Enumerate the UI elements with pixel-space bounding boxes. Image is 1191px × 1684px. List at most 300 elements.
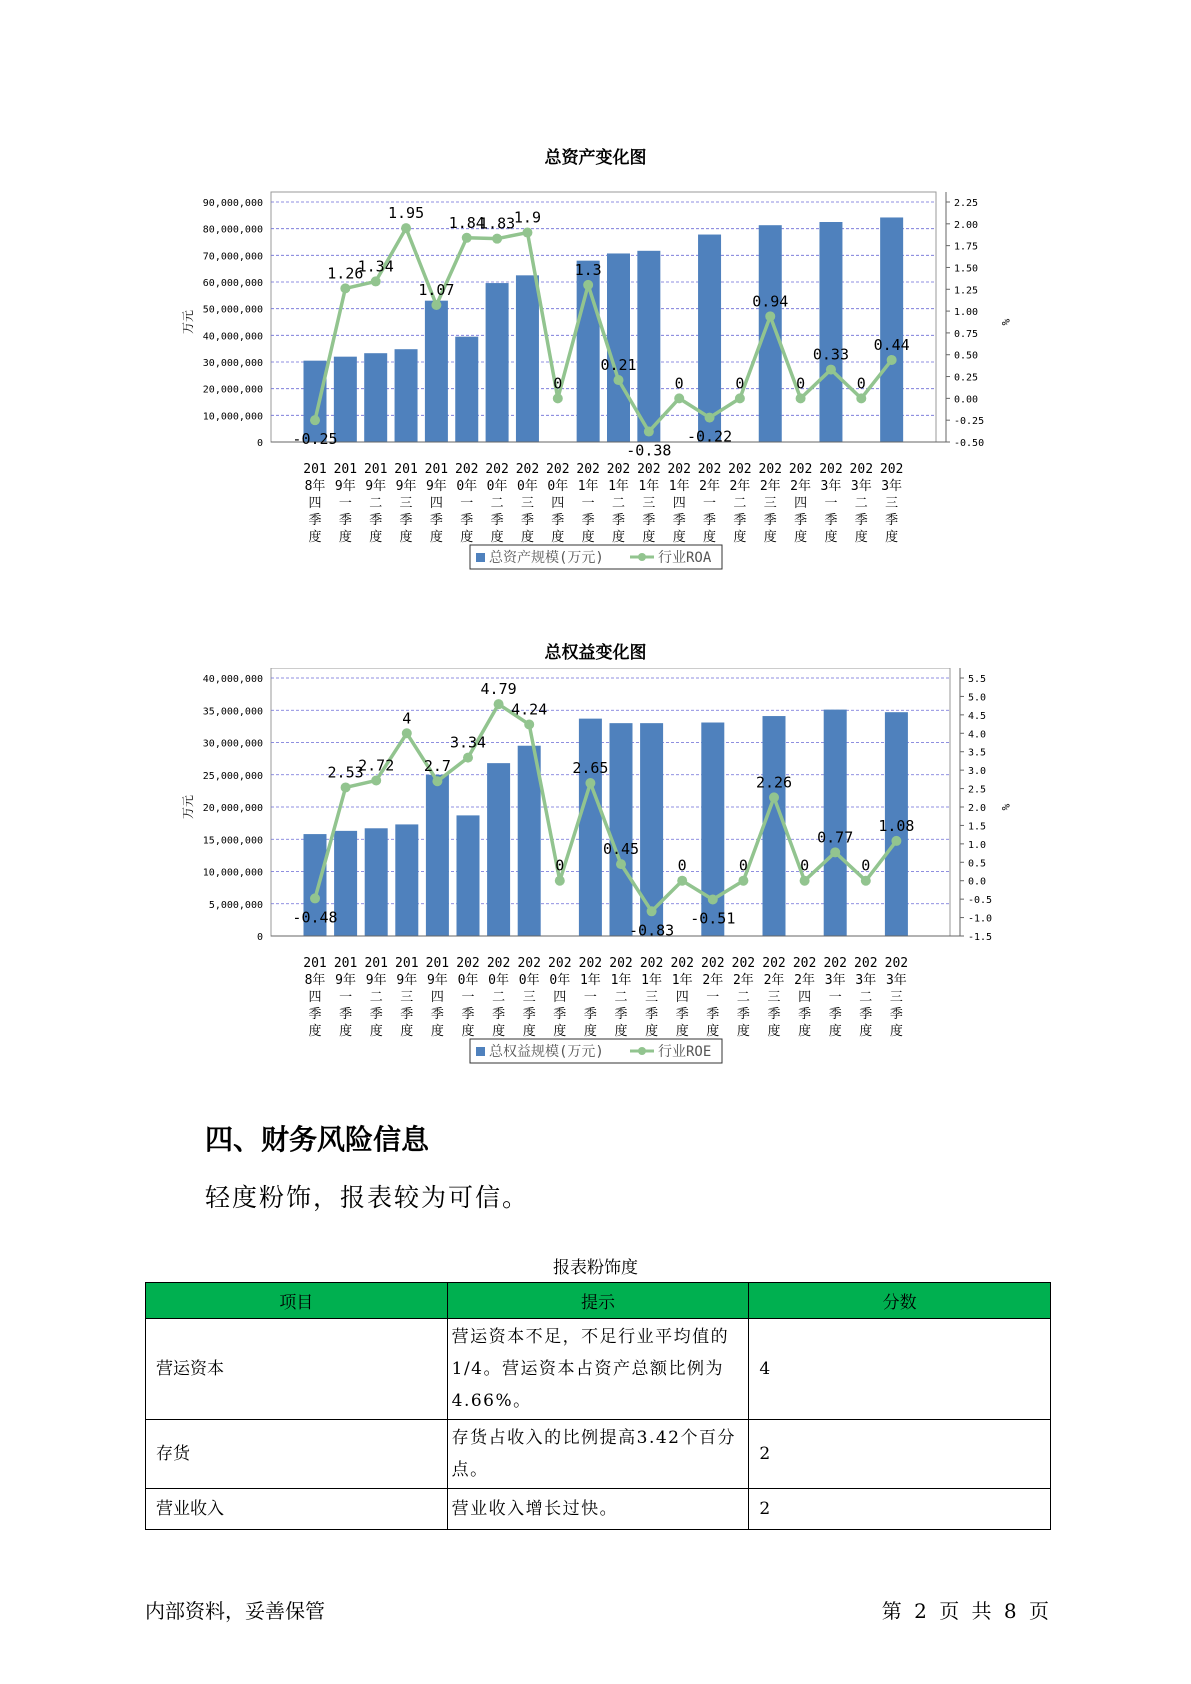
category-label: 201: [395, 956, 419, 971]
category-label: 四: [551, 496, 565, 511]
bar: [637, 251, 660, 442]
category-label: 0年: [456, 479, 478, 494]
right-axis-title: %: [999, 803, 1012, 811]
category-label: 202: [606, 462, 631, 477]
risk-table: [145, 1282, 1051, 1530]
category-label: 度: [736, 1024, 750, 1039]
category-label: 3年: [855, 973, 877, 988]
right-tick-label: 0.25: [954, 372, 979, 384]
left-tick-label: 70,000,000: [202, 251, 263, 263]
left-tick-label: 20,000,000: [202, 384, 263, 396]
category-label: 3年: [850, 479, 872, 494]
category-label: 二: [369, 990, 383, 1005]
right-tick-label: 1.5: [968, 821, 987, 833]
category-label: 季: [492, 1007, 506, 1022]
bar: [364, 353, 387, 442]
category-label: 201: [333, 956, 358, 971]
category-label: 季: [798, 1007, 812, 1022]
category-label: 一: [824, 496, 838, 511]
line-point: [765, 311, 775, 321]
category-label: 季: [767, 1007, 781, 1022]
category-label: 201: [425, 956, 450, 971]
category-label: 0年: [549, 973, 571, 988]
category-label: 度: [798, 1024, 812, 1039]
category-label: 季: [369, 1007, 383, 1022]
category-label: 2年: [732, 973, 754, 988]
left-tick-label: 60,000,000: [202, 278, 263, 289]
right-tick-label: 2.5: [968, 784, 987, 796]
category-label: 季: [490, 513, 504, 528]
bar: [824, 710, 847, 936]
data-label: 0: [796, 374, 806, 393]
category-label: 度: [672, 530, 686, 545]
data-label: 0: [677, 856, 687, 875]
category-label: 9年: [426, 973, 448, 988]
line-point: [432, 776, 442, 786]
bar: [763, 716, 786, 936]
data-label: 4.24: [511, 700, 548, 719]
data-label: 1.83: [479, 214, 516, 233]
right-tick-label: 1.0: [968, 839, 987, 851]
category-label: 202: [731, 956, 756, 971]
category-label: 201: [303, 462, 327, 477]
header-hint: 提示: [447, 1283, 749, 1319]
data-label: 0: [674, 374, 684, 393]
row-score: 2: [749, 1420, 1051, 1489]
category-label: 四: [430, 990, 444, 1005]
line-point: [738, 876, 748, 886]
category-label: 度: [399, 530, 413, 545]
category-label: 季: [736, 1007, 750, 1022]
category-label: 202: [884, 956, 909, 971]
total-assets-chart: [0, 175, 1191, 595]
category-label: 0年: [517, 479, 538, 494]
category-label: 202: [762, 956, 786, 971]
row-hint: 营运资本不足，不足行业平均值的1/4。营运资本占资产总额比例为4.66%。: [447, 1319, 749, 1420]
category-label: 二: [859, 990, 873, 1005]
left-tick-label: 40,000,000: [202, 674, 263, 685]
category-label: 季: [308, 513, 322, 528]
category-label: 202: [728, 462, 752, 477]
legend-bar-swatch: [476, 1047, 485, 1056]
data-label: 2.72: [358, 756, 395, 775]
data-label: 0.44: [873, 335, 910, 354]
data-label: 0: [735, 374, 745, 393]
category-label: 0年: [547, 479, 569, 494]
bar: [880, 217, 903, 442]
category-label: 度: [889, 1024, 903, 1039]
right-tick-label: 0.5: [968, 858, 987, 870]
category-label: 一: [461, 990, 475, 1005]
category-label: 季: [859, 1007, 873, 1022]
category-label: 2年: [794, 973, 816, 988]
category-label: 202: [792, 956, 817, 971]
category-label: 201: [364, 956, 388, 971]
bar: [487, 763, 510, 936]
category-label: 季: [339, 1007, 353, 1022]
row-hint: 营业收入增长过快。: [447, 1489, 749, 1530]
line-point: [524, 719, 534, 729]
right-axis-title: %: [999, 318, 1012, 326]
category-label: 度: [645, 1024, 659, 1039]
line-point: [431, 300, 441, 310]
bar: [455, 337, 478, 442]
data-label: 0.94: [752, 292, 789, 311]
right-tick-label: 0.00: [954, 394, 979, 406]
category-label: 度: [885, 530, 899, 545]
category-label: 1年: [577, 479, 599, 494]
left-tick-label: 15,000,000: [202, 835, 263, 847]
category-label: 季: [581, 513, 595, 528]
category-label: 0年: [518, 973, 540, 988]
right-tick-label: -1.5: [968, 932, 993, 943]
category-label: 202: [456, 956, 480, 971]
category-label: 3年: [885, 973, 907, 988]
category-label: 1年: [608, 479, 629, 494]
category-label: 度: [369, 530, 383, 545]
line-point: [856, 393, 866, 403]
category-label: 季: [461, 1007, 475, 1022]
data-label: 0: [738, 856, 748, 875]
bar: [457, 815, 480, 936]
right-tick-label: 1.00: [954, 307, 979, 319]
header-score: 分数: [749, 1283, 1051, 1319]
category-label: 202: [849, 462, 874, 477]
category-label: 季: [520, 513, 534, 528]
category-label: 度: [492, 1024, 506, 1039]
category-label: 度: [859, 1024, 873, 1039]
category-label: 202: [670, 956, 694, 971]
right-tick-label: -0.25: [954, 416, 985, 428]
category-label: 度: [854, 530, 868, 545]
footer-page-number: 第 2 页 共 8 页: [881, 1599, 1049, 1623]
category-label: 201: [424, 462, 449, 477]
category-label: 度: [490, 530, 504, 545]
category-label: 季: [733, 513, 747, 528]
left-tick-label: 40,000,000: [202, 331, 263, 343]
category-label: 度: [430, 1024, 444, 1039]
data-label: 0: [555, 856, 565, 875]
category-label: 3年: [881, 479, 903, 494]
category-label: 度: [429, 530, 443, 545]
category-label: 2年: [759, 479, 781, 494]
data-label: -0.83: [629, 921, 675, 940]
category-label: 度: [551, 530, 565, 545]
table-row: [146, 1420, 1051, 1489]
right-tick-label: 3.5: [968, 747, 987, 759]
category-label: 三: [767, 990, 781, 1005]
right-tick-label: 1.75: [954, 241, 979, 253]
line-point: [555, 876, 565, 886]
legend-bar-swatch: [476, 553, 485, 562]
category-label: 度: [642, 530, 656, 545]
category-label: 四: [308, 990, 322, 1005]
right-tick-label: 5.0: [968, 692, 987, 704]
category-label: 季: [369, 513, 383, 528]
category-label: 三: [520, 496, 534, 511]
category-label: 度: [614, 1024, 628, 1039]
category-label: 202: [823, 956, 847, 971]
category-label: 季: [703, 513, 717, 528]
right-tick-label: 0.50: [954, 350, 979, 362]
category-label: 202: [697, 462, 722, 477]
left-tick-label: 80,000,000: [202, 224, 263, 236]
category-label: 一: [828, 990, 842, 1005]
line-point: [462, 233, 472, 243]
legend-line-label: 行业ROE: [658, 1044, 712, 1060]
data-label: 4.79: [480, 680, 517, 699]
data-label: 1.07: [418, 280, 455, 299]
category-label: 一: [581, 496, 595, 511]
left-tick-label: 20,000,000: [202, 803, 263, 814]
line-point: [677, 876, 687, 886]
category-label: 度: [522, 1024, 536, 1039]
line-point: [401, 223, 411, 233]
category-label: 3年: [824, 973, 846, 988]
legend-bar-label: 总资产规模(万元): [489, 550, 604, 566]
category-label: 202: [788, 462, 813, 477]
category-label: 202: [854, 956, 878, 971]
category-label: 2年: [790, 479, 812, 494]
category-label: 三: [885, 496, 899, 511]
category-label: 1年: [638, 479, 660, 494]
line-point: [735, 393, 745, 403]
bar: [395, 349, 418, 442]
row-score: 4: [749, 1319, 1051, 1420]
category-label: 度: [767, 1024, 781, 1039]
category-label: 202: [546, 462, 570, 477]
line-point: [708, 895, 718, 905]
category-label: 1年: [641, 973, 663, 988]
category-label: 季: [583, 1007, 597, 1022]
bar: [365, 828, 388, 936]
right-tick-label: 4.0: [968, 729, 987, 741]
left-tick-label: 0: [256, 438, 263, 449]
category-label: 一: [583, 990, 597, 1005]
category-label: 202: [455, 462, 479, 477]
category-label: 一: [706, 990, 720, 1005]
category-label: 0年: [488, 973, 510, 988]
category-label: 季: [611, 513, 626, 528]
category-label: 9年: [425, 479, 447, 494]
bar: [607, 253, 630, 442]
row-item: 存货: [146, 1420, 448, 1489]
category-label: 1年: [579, 973, 601, 988]
right-tick-label: -0.5: [968, 895, 993, 907]
right-tick-label: 0.0: [968, 876, 987, 888]
category-label: 二: [614, 990, 628, 1005]
data-label: 2.53: [327, 763, 364, 782]
category-label: 度: [338, 530, 352, 545]
category-label: 季: [522, 1007, 536, 1022]
category-label: 度: [308, 530, 322, 545]
line-point: [553, 393, 563, 403]
category-label: 201: [333, 462, 358, 477]
right-tick-label: 4.5: [968, 710, 987, 722]
category-label: 季: [889, 1007, 903, 1022]
category-label: 9年: [334, 479, 356, 494]
category-label: 9年: [396, 973, 418, 988]
category-label: 度: [763, 530, 777, 545]
line-point: [616, 859, 626, 869]
bar: [395, 824, 418, 936]
table-caption: 报表粉饰度: [553, 1258, 638, 1278]
right-tick-label: 1.50: [954, 263, 979, 275]
right-tick-label: 5.5: [968, 674, 987, 685]
category-label: 度: [553, 1024, 567, 1039]
legend-line-marker: [638, 553, 646, 561]
line-point: [769, 792, 779, 802]
category-label: 二: [736, 990, 750, 1005]
category-label: 季: [706, 1007, 720, 1022]
category-label: 度: [581, 530, 595, 545]
category-label: 一: [703, 496, 717, 511]
data-label: 3.34: [449, 733, 487, 752]
line-point: [796, 393, 806, 403]
total-equity-chart: [0, 668, 1191, 1088]
category-label: 202: [609, 956, 633, 971]
chart-title-assets: 总资产变化图: [544, 148, 647, 168]
category-label: 202: [819, 462, 843, 477]
category-label: 三: [763, 496, 777, 511]
right-tick-label: -1.0: [968, 913, 993, 925]
category-label: 202: [485, 462, 509, 477]
category-label: 度: [460, 530, 474, 545]
category-label: 四: [429, 496, 443, 511]
category-label: 三: [399, 496, 413, 511]
category-label: 季: [675, 1007, 689, 1022]
bar: [425, 301, 448, 442]
bar: [486, 283, 509, 442]
category-label: 三: [522, 990, 536, 1005]
right-tick-label: 1.25: [954, 285, 979, 297]
data-label: 1.08: [878, 816, 915, 835]
category-label: 202: [576, 462, 600, 477]
left-tick-label: 50,000,000: [202, 304, 263, 316]
category-label: 季: [642, 513, 656, 528]
category-label: 2年: [702, 973, 724, 988]
data-label: 2.7: [423, 757, 451, 776]
category-label: 202: [637, 462, 661, 477]
right-tick-label: 3.0: [968, 766, 987, 778]
line-point: [310, 415, 320, 425]
category-label: 度: [369, 1024, 383, 1039]
category-label: 度: [703, 530, 717, 545]
category-label: 季: [430, 1007, 444, 1022]
bar: [579, 719, 602, 936]
line-point: [826, 365, 836, 375]
right-tick-label: -0.50: [954, 438, 985, 449]
data-label: 0: [553, 374, 563, 393]
category-label: 2年: [763, 973, 785, 988]
category-label: 季: [763, 513, 777, 528]
data-label: 0: [800, 856, 810, 875]
category-label: 三: [400, 990, 414, 1005]
category-label: 度: [824, 530, 838, 545]
right-tick-label: 0.75: [954, 328, 979, 340]
row-hint: 存货占收入的比例提高3.42个百分点。: [447, 1420, 749, 1489]
category-label: 季: [854, 513, 868, 528]
table-row: [146, 1319, 1051, 1420]
left-tick-label: 30,000,000: [202, 358, 263, 369]
section-heading: 四、财务风险信息: [205, 1123, 430, 1156]
header-item: 项目: [146, 1283, 448, 1319]
legend-line-marker: [638, 1047, 646, 1055]
left-tick-label: 90,000,000: [202, 198, 263, 209]
category-label: 3年: [820, 479, 842, 494]
left-tick-label: 35,000,000: [202, 706, 263, 718]
category-label: 季: [828, 1007, 842, 1022]
category-label: 季: [338, 513, 352, 528]
data-label: 2.26: [755, 773, 793, 792]
category-label: 201: [363, 462, 388, 477]
right-tick-label: 2.25: [954, 198, 979, 209]
line-point: [891, 836, 901, 846]
row-item: 营业收入: [146, 1489, 448, 1530]
line-point: [861, 876, 871, 886]
category-label: 度: [520, 530, 534, 545]
category-label: 二: [854, 496, 868, 511]
data-label: 2.65: [572, 759, 609, 778]
category-label: 202: [548, 956, 572, 971]
data-label: 4: [402, 709, 412, 728]
category-label: 四: [794, 496, 808, 511]
category-label: 季: [885, 513, 899, 528]
left-tick-label: 5,000,000: [208, 899, 263, 911]
category-label: 一: [460, 496, 474, 511]
category-label: 2年: [699, 479, 720, 494]
category-label: 度: [794, 530, 808, 545]
left-axis-title: 万元: [181, 309, 195, 335]
category-label: 202: [578, 956, 603, 971]
category-label: 度: [400, 1024, 414, 1039]
line-point: [674, 393, 684, 403]
category-label: 二: [490, 496, 504, 511]
line-point: [830, 847, 840, 857]
bar: [516, 275, 539, 442]
legend-line-label: 行业ROA: [658, 550, 712, 566]
category-label: 0年: [486, 479, 508, 494]
category-label: 一: [338, 496, 352, 511]
category-label: 度: [583, 1024, 597, 1039]
category-label: 度: [339, 1024, 353, 1039]
data-label: 1.26: [327, 264, 364, 283]
category-label: 一: [339, 990, 353, 1005]
left-tick-label: 10,000,000: [202, 411, 263, 423]
category-label: 201: [303, 956, 327, 971]
category-label: 度: [308, 1024, 322, 1039]
category-label: 四: [308, 496, 322, 511]
data-label: 0: [861, 856, 871, 875]
footer-confidential: 内部资料，妥善保管: [145, 1599, 325, 1623]
category-label: 1年: [610, 973, 632, 988]
line-point: [341, 782, 351, 792]
data-label: 1.9: [513, 208, 541, 227]
category-label: 季: [553, 1007, 567, 1022]
row-score: 2: [749, 1489, 1051, 1530]
category-label: 四: [675, 990, 689, 1005]
line-point: [644, 427, 654, 437]
bar: [819, 222, 842, 442]
left-tick-label: 25,000,000: [202, 770, 263, 782]
category-label: 季: [551, 513, 565, 528]
table-header-row: [146, 1283, 1051, 1319]
category-label: 202: [758, 462, 782, 477]
category-label: 1年: [671, 973, 693, 988]
legend-bar-label: 总权益规模(万元): [489, 1044, 604, 1060]
category-label: 季: [429, 513, 443, 528]
category-label: 季: [614, 1007, 628, 1022]
